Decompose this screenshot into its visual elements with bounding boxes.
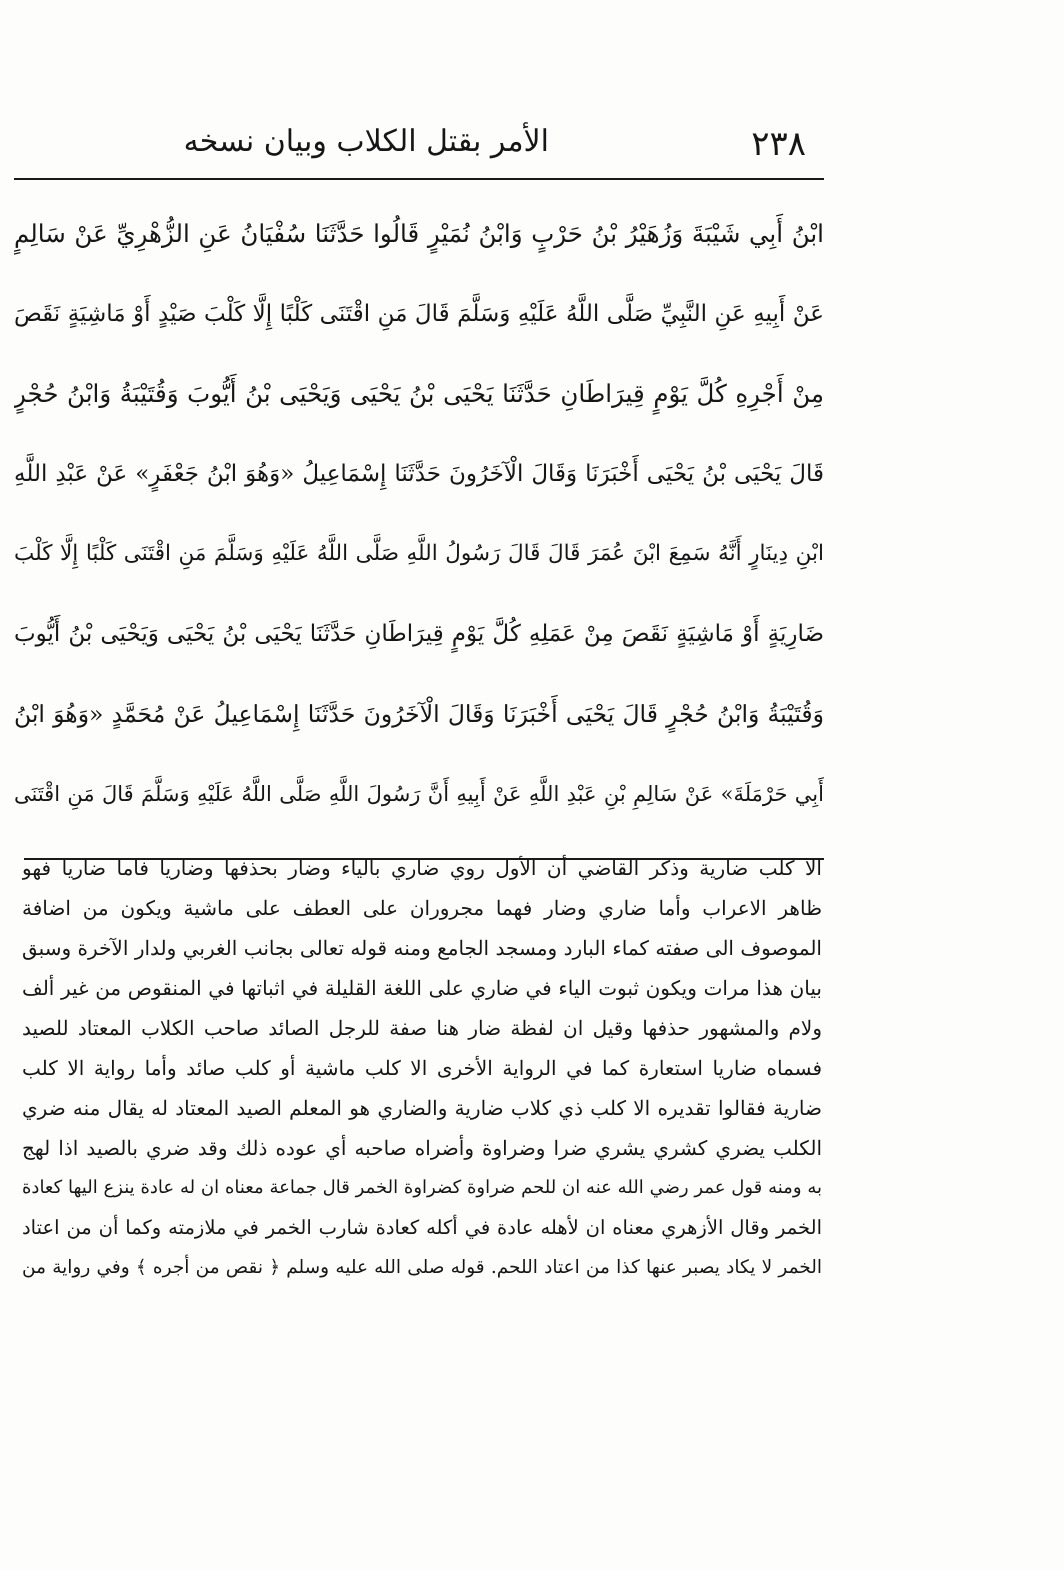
hadith-line: عَنْ أَبِيهِ عَنِ النَّبِيِّ صَلَّى اللَّهُ عَلَيْهِ وَسَلَّمَ قَالَ مَنِ اقْتَنَى كَلْبًا إِلَّا كَلْبَ صَيْدٍ أَوْ مَاشِيَةٍ نَقَصَ bbox=[14, 301, 824, 327]
hadith-line: ضَارِيَةٍ أَوْ مَاشِيَةٍ نَقَصَ مِنْ عَمَلِهِ كُلَّ يَوْمٍ قِيرَاطَانِ حَدَّثَنَا يَحْيَى بْنُ يَحْيَى وَيَحْيَى بْنُ أَيُّوبَ bbox=[14, 621, 824, 647]
hadith-line: قَالَ يَحْيَى بْنُ يَحْيَى أَخْبَرَنَا وَقَالَ الْآخَرُونَ حَدَّثَنَا إِسْمَاعِيلُ «وَهُوَ ابْنُ جَعْفَرٍ» عَنْ عَبْدِ اللَّهِ bbox=[14, 461, 824, 487]
header-rule bbox=[14, 178, 824, 180]
commentary-line: الكلب يضري كشري يشري ضرا وضراوة وأضراه صاحبه أي عوده ذلك وقد ضري بالصيد اذا لهج bbox=[22, 1136, 822, 1160]
commentary-line: الموصوف الى صفته كماء البارد ومسجد الجامع ومنه قوله تعالى بجانب الغربي ولدار الآخرة وسبق bbox=[22, 936, 822, 960]
commentary-line: بيان هذا مرات ويكون ثبوت الياء في ضاري على اللغة القليلة في اثباتها في المنقوص من غير ألف bbox=[22, 976, 822, 1000]
commentary-line: الخمر وقال الأزهري معناه ان لأهله عادة في أكله كعادة شارب الخمر في ملازمته وكما أن من اعتاد bbox=[22, 1216, 822, 1239]
commentary-line: ظاهر الاعراب وأما ضاري وضار فهما مجروران على العطف على ماشية ويكون من اضافة bbox=[22, 896, 822, 920]
hadith-line: ابْنُ أَبِي شَيْبَةَ وَزُهَيْرُ بْنُ حَرْبٍ وَابْنُ نُمَيْرٍ قَالُوا حَدَّثَنَا سُفْيَانُ عَنِ الزُّهْرِيِّ عَنْ سَالِمٍ bbox=[14, 219, 824, 248]
commentary-line: الا كلب ضارية وذكر القاضي أن الأول روي ضاري بالياء وضار بحذفها وضاريا فاما ضاريا فهو bbox=[22, 856, 822, 880]
hadith-line: وَقُتَيْبَةُ وَابْنُ حُجْرٍ قَالَ يَحْيَى أَخْبَرَنَا وَقَالَ الْآخَرُونَ حَدَّثَنَا إِسْمَاعِيلُ عَنْ مُحَمَّدٍ «وَهُوَ ابْنُ bbox=[14, 700, 824, 728]
commentary-block bbox=[22, 848, 822, 1288]
commentary-line: الخمر لا يكاد يصبر عنها كذا من اعتاد اللحم. قوله صلى الله عليه وسلم ﴿ نقص من أجره ﴾ وفي رواية من bbox=[22, 1257, 822, 1278]
page-number: ٢٣٨ bbox=[751, 124, 806, 164]
commentary-line: ولام والمشهور حذفها وقيل ان لفظة ضار هنا صفة للرجل الصائد صاحب الكلاب المعتاد للصيد bbox=[22, 1016, 822, 1040]
hadith-line: أَبِي حَرْمَلَةَ» عَنْ سَالِمِ بْنِ عَبْدِ اللَّهِ عَنْ أَبِيهِ أَنَّ رَسُولَ اللَّهِ صَلَّى اللَّهُ عَلَيْهِ وَسَلَّمَ قَالَ مَنِ اقْتَنَى bbox=[14, 782, 824, 806]
commentary-line: به ومنه قول عمر رضي الله عنه ان للحم ضراوة كضراوة الخمر قال جماعة معناه ان له عادة ينزع اليها كعادة bbox=[22, 1177, 822, 1198]
commentary-line: ضارية فقالوا تقديره الا كلب ذي كلاب ضارية والضاري هو المعلم الصيد المعتاد له يقال منه ضري bbox=[22, 1096, 822, 1120]
hadith-line: مِنْ أَجْرِهِ كُلَّ يَوْمٍ قِيرَاطَانِ حَدَّثَنَا يَحْيَى بْنُ يَحْيَى وَيَحْيَى بْنُ أَيُّوبَ وَقُتَيْبَةُ وَابْنُ حُجْرٍ bbox=[14, 379, 824, 408]
page-header bbox=[14, 118, 824, 178]
hadith-line: ابْنِ دِينَارٍ أَنَّهُ سَمِعَ ابْنَ عُمَرَ قَالَ قَالَ رَسُولُ اللَّهِ صَلَّى اللَّهُ عَلَيْهِ وَسَلَّمَ مَنِ اقْتَنَى كَلْبًا إِلَّا كَلْبَ bbox=[14, 541, 824, 566]
hadith-text bbox=[14, 194, 824, 834]
running-title: الأمر بقتل الكلاب وبيان نسخه bbox=[183, 124, 549, 159]
commentary-line: فسماه ضاريا استعارة كما في الرواية الأخرى الا كلب ماشية أو كلب صائد وأما رواية الا كلب bbox=[22, 1056, 822, 1080]
